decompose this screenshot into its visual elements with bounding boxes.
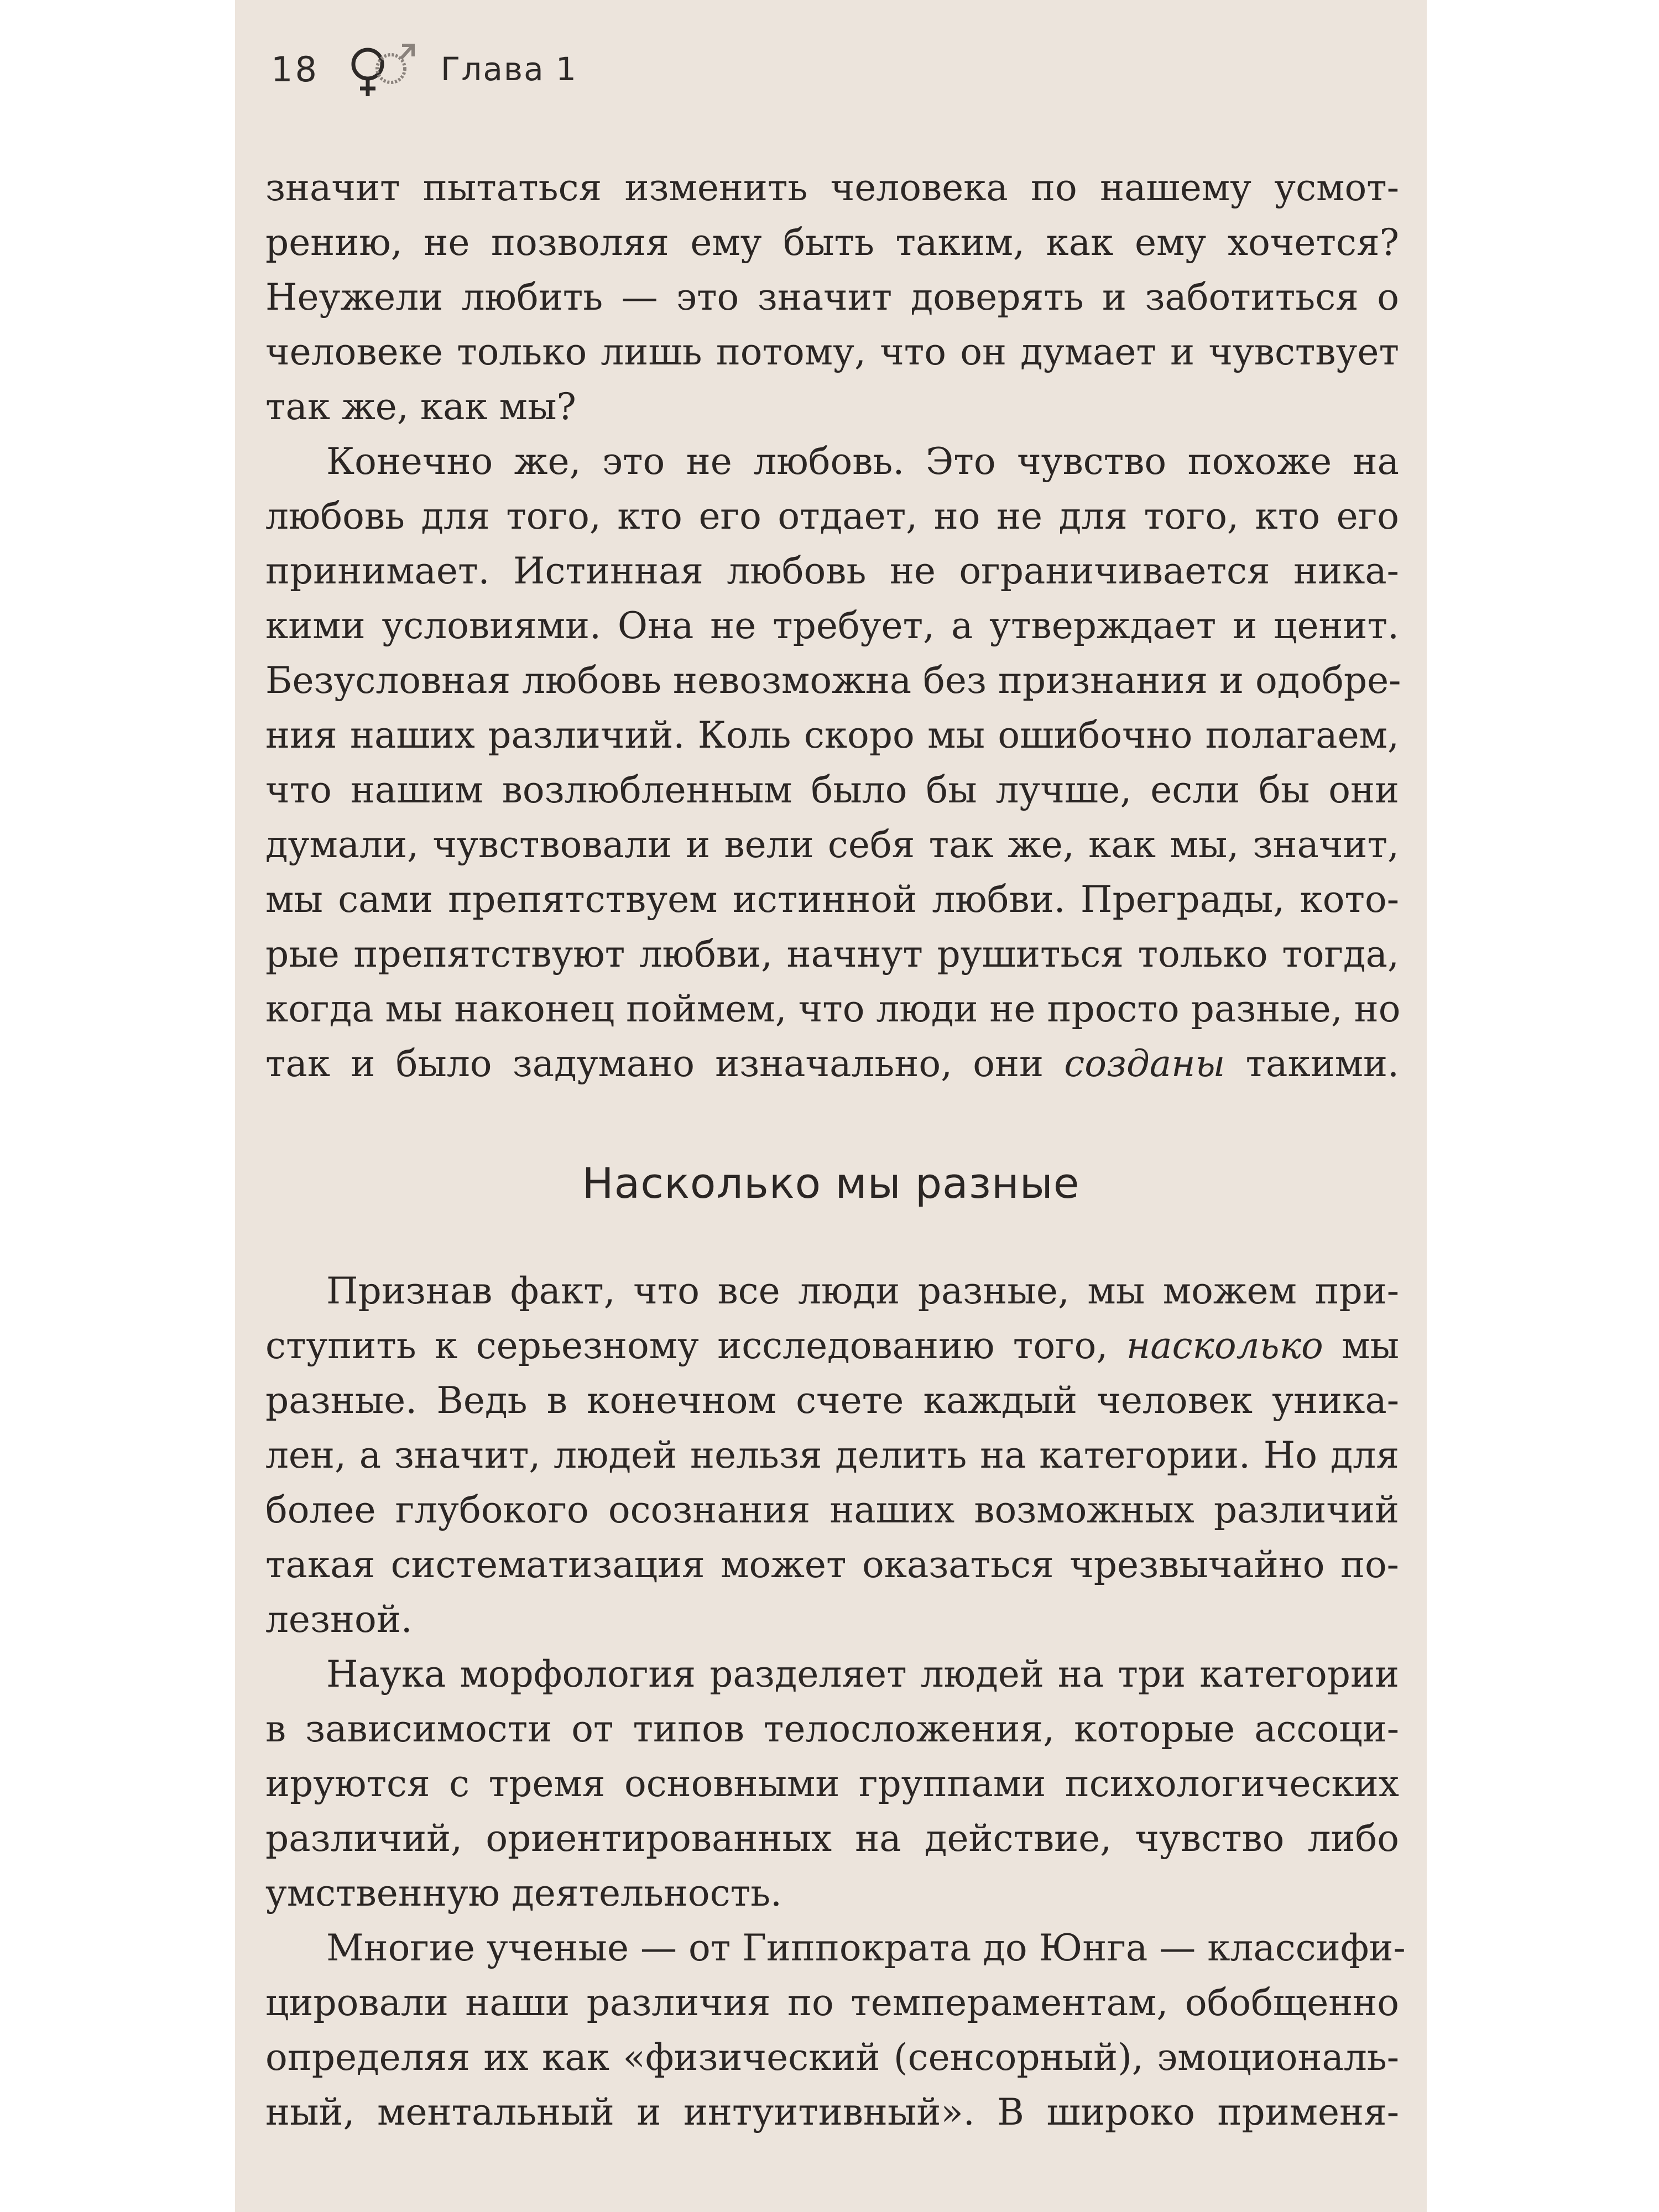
text-line: различий, ориентированных на действие, чувство либо [265, 1817, 1399, 1860]
text-line: ный, ментальный и интуитивный». В широко применя- [265, 2091, 1399, 2133]
text-line: цировали наши различия по темпераментам, обобщенно [265, 1981, 1399, 2024]
text-fragment: ступить к серьезному исследованию того, [265, 1324, 1126, 1367]
text-line: когда мы наконец поймем, что люди не просто разные, но [265, 988, 1401, 1030]
text-fragment: мы [1323, 1324, 1399, 1367]
text-line: Многие ученые — от Гиппократа до Юнга — классифи- [326, 1927, 1406, 1969]
text-line: Безусловная любовь невозможна без признания и одобре- [265, 659, 1401, 702]
text-line: Наука морфология разделяет людей на три категории [326, 1653, 1399, 1695]
book-page [235, 0, 1427, 2212]
text-line: такая систематизация может оказаться чрезвычайно по- [265, 1543, 1399, 1586]
text-fragment: так и было задумано изначально, они [265, 1042, 1065, 1085]
text-line: ния наших различий. Коль скоро мы ошибочно полагаем, [265, 714, 1399, 757]
italic-word: насколько [1126, 1324, 1323, 1367]
text-line: в зависимости от типов телосложения, которые ассоци- [265, 1708, 1399, 1750]
text-line: человеке только лишь потому, что он думает и чувствует [265, 331, 1399, 373]
text-line: лен, а значит, людей нельзя делить на категории. Но для [265, 1434, 1399, 1477]
text-line: ируются с тремя основными группами психологических [265, 1762, 1399, 1805]
chapter-label: Глава 1 [440, 50, 577, 88]
text-fragment: такими. [1225, 1042, 1399, 1085]
main-text [265, 160, 1399, 1091]
main-text-continued [265, 1264, 1406, 2140]
text-line: принимает. Истинная любовь не ограничивается ника- [265, 550, 1399, 592]
section-heading: Насколько мы разные [582, 1159, 1080, 1208]
text-line: кими условиями. Она не требует, а утверждает и ценит. [265, 604, 1399, 647]
page-number: 18 [271, 49, 319, 90]
text-line: Неужели любить — это значит доверять и заботиться о [265, 276, 1399, 319]
running-header [271, 39, 577, 100]
text-line [265, 1318, 1399, 1373]
text-line: более глубокого осознания наших возможных различий [265, 1489, 1399, 1531]
text-line: любовь для того, кто его отдает, но не для того, кто его [265, 495, 1399, 538]
text-line: значит пытаться изменить человека по нашему усмот- [265, 166, 1399, 209]
text-line: Признав факт, что все люди разные, мы можем при- [326, 1270, 1399, 1312]
text-line: рению, не позволяя ему быть таким, как ему хочется? [265, 221, 1399, 264]
gender-symbols-icon [341, 39, 419, 100]
italic-word: созданы [1064, 1042, 1225, 1085]
text-line: лезной. [265, 1598, 413, 1641]
text-line: разные. Ведь в конечном счете каждый человек уника- [265, 1379, 1399, 1422]
text-line: умственную деятельность. [265, 1872, 782, 1914]
text-line: так же, как мы? [265, 385, 576, 428]
text-line: думали, чувствовали и вели себя так же, как мы, значит, [265, 823, 1399, 866]
text-line: Конечно же, это не любовь. Это чувство похоже на [326, 440, 1399, 483]
text-line: рые препятствуют любви, начнут рушиться только тогда, [265, 933, 1399, 975]
text-line: определяя их как «физический (сенсорный), эмоциональ- [265, 2036, 1399, 2079]
text-line: что нашим возлюбленным было бы лучше, если бы они [265, 769, 1399, 811]
text-line [265, 1036, 1399, 1091]
text-line: мы сами препятствуем истинной любви. Преграды, кото- [265, 878, 1399, 921]
